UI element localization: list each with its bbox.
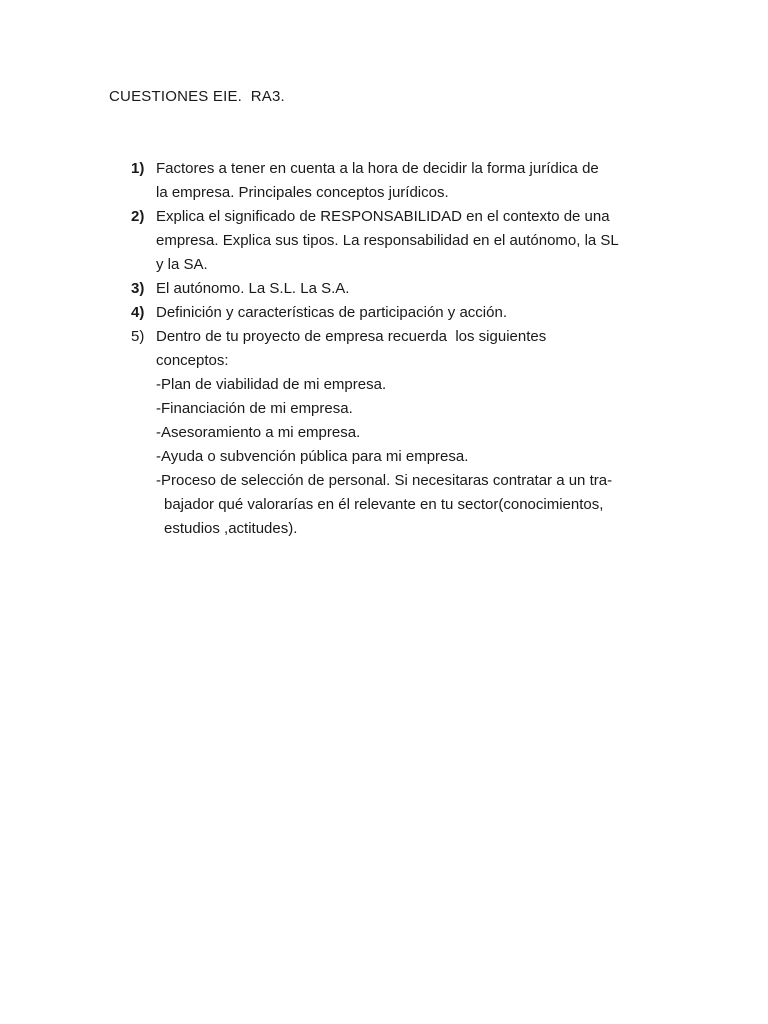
question-3 <box>128 277 668 301</box>
question-text <box>156 157 668 205</box>
question-2 <box>128 205 668 277</box>
question-text <box>156 325 668 541</box>
question-text <box>156 301 668 325</box>
question-line: El autónomo. La S.L. La S.A. <box>156 280 350 297</box>
question-number: 3) <box>131 280 145 297</box>
question-line: conceptos: <box>156 352 229 369</box>
question-line: Explica el significado de RESPONSABILIDAD en el contexto de una <box>156 208 610 225</box>
question-number: 1) <box>131 160 145 177</box>
question-line: empresa. Explica sus tipos. La responsabilidad en el autónomo, la SL <box>156 232 619 249</box>
concept-item-continuation: bajador qué valorarías en él relevante en tu sector(conocimientos, <box>164 496 604 513</box>
concept-item: -Ayuda o subvención pública para mi empresa. <box>156 448 469 465</box>
question-1 <box>128 157 668 205</box>
question-4 <box>128 301 668 325</box>
question-text <box>156 277 668 301</box>
question-line: y la SA. <box>156 256 208 273</box>
concept-item: -Asesoramiento a mi empresa. <box>156 424 361 441</box>
question-number: 4) <box>131 304 145 321</box>
concept-item: -Proceso de selección de personal. Si necesitaras contratar a un tra- <box>156 472 613 489</box>
question-list <box>128 157 668 541</box>
question-number: 2) <box>131 208 145 225</box>
concept-item-continuation: estudios ,actitudes). <box>164 520 298 537</box>
concept-item: -Plan de viabilidad de mi empresa. <box>156 376 387 393</box>
question-line: Definición y características de participación y acción. <box>156 304 507 321</box>
question-text <box>156 205 668 277</box>
question-line: la empresa. Principales conceptos jurídicos. <box>156 184 449 201</box>
document-title: CUESTIONES EIE. RA3. <box>109 88 285 105</box>
question-number: 5) <box>131 328 145 345</box>
question-5 <box>128 325 668 541</box>
question-line: Factores a tener en cuenta a la hora de decidir la forma jurídica de <box>156 160 599 177</box>
concept-item: -Financiación de mi empresa. <box>156 400 353 417</box>
question-line: Dentro de tu proyecto de empresa recuerda los siguientes <box>156 328 547 345</box>
